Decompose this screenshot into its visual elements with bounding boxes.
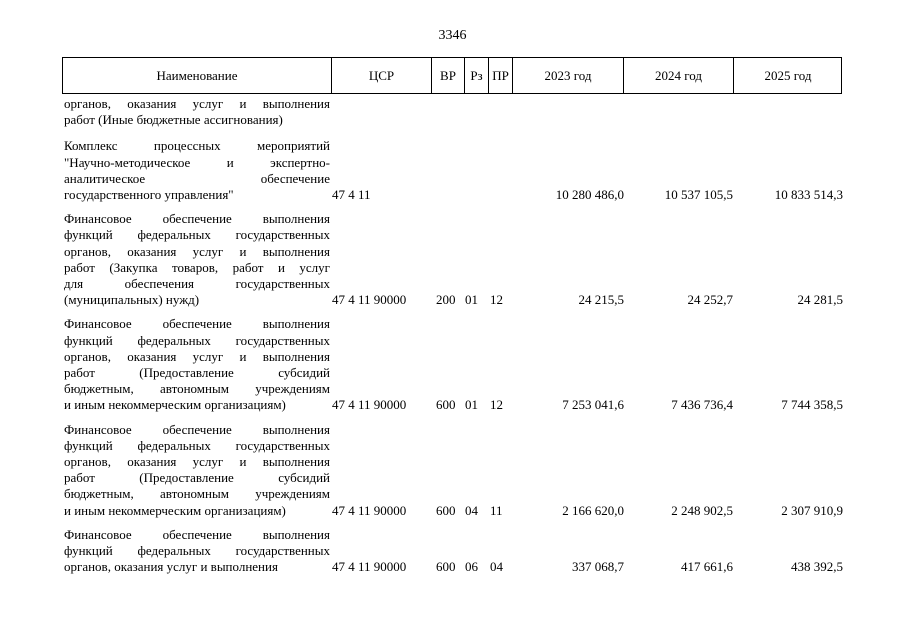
row-name-line: бюджетным, автономным учреждениям (64, 486, 330, 502)
row-vr: 600 (436, 559, 456, 575)
row-csr: 47 4 11 (332, 186, 371, 202)
row-name (64, 138, 330, 203)
table-row (0, 211, 905, 308)
row-vr: 600 (436, 502, 456, 518)
header-pr: ПР (489, 58, 513, 93)
row-name (64, 316, 330, 413)
row-name-line: бюджетным, автономным учреждениям (64, 381, 330, 397)
row-name-line: органов, оказания услуг и выполнения (64, 96, 330, 111)
row-value-2024: 2 248 902,5 (671, 502, 733, 518)
row-csr: 47 4 11 90000 (332, 559, 407, 575)
row-value-2023: 2 166 620,0 (562, 502, 624, 518)
row-value-2025: 24 281,5 (797, 292, 843, 308)
table-row (0, 138, 905, 203)
row-name-line: органов, оказания услуг и выполнения (64, 453, 330, 469)
row-vr: 200 (436, 292, 456, 308)
row-value-2024: 24 252,7 (687, 292, 733, 308)
row-csr: 47 4 11 90000 (332, 292, 407, 308)
row-name (64, 211, 330, 308)
header-year-2023: 2023 год (513, 58, 624, 93)
row-name (64, 96, 330, 128)
row-name-line: государственного управления" (64, 187, 234, 202)
row-name-line: (муниципальных) нужд) (64, 292, 200, 308)
header-year-2024: 2024 год (624, 58, 734, 93)
row-name-line: Финансовое обеспечение выполнения (64, 211, 330, 227)
header-year-2025: 2025 год (764, 68, 812, 83)
row-value-2025: 2 307 910,9 (781, 502, 843, 518)
header-name: Наименование (63, 58, 332, 93)
row-name-line: и иным некоммерческим организациям) (64, 397, 286, 413)
row-name-line: Финансовое обеспечение выполнения (64, 316, 330, 332)
row-pr: 11 (490, 502, 503, 518)
row-rz: 06 (465, 559, 478, 575)
row-name-line: Комплекс процессных мероприятий (64, 138, 330, 154)
row-value-2023: 337 068,7 (572, 559, 624, 575)
table-row (0, 527, 905, 576)
row-name-line: для обеспечения государственных (64, 276, 330, 291)
row-name-line: функций федеральных государственных (64, 542, 330, 558)
row-name-line: органов, оказания услуг и выполнения (64, 559, 278, 575)
row-rz: 01 (465, 292, 478, 308)
row-value-2024: 10 537 105,5 (664, 186, 733, 202)
row-name (64, 422, 330, 519)
row-value-2023: 24 215,5 (578, 292, 624, 308)
row-value-2025: 438 392,5 (791, 559, 843, 575)
row-name (64, 527, 330, 576)
row-csr: 47 4 11 90000 (332, 502, 407, 518)
row-name-line: работ (Предоставление субсидий (64, 364, 330, 380)
page-number: 3346 (438, 28, 467, 43)
row-pr: 04 (490, 559, 503, 575)
table-body (0, 96, 905, 575)
row-value-2024: 7 436 736,4 (671, 397, 733, 413)
row-name-line: Финансовое обеспечение выполнения (64, 421, 330, 437)
row-value-2023: 7 253 041,6 (562, 397, 624, 413)
row-name-line: функций федеральных государственных (64, 227, 330, 243)
row-rz: 01 (465, 397, 478, 413)
table-row (0, 422, 905, 519)
row-name-line: работ (Предоставление субсидий (64, 470, 330, 486)
row-name-line: органов, оказания услуг и выполнения (64, 243, 330, 259)
row-value-2023: 10 280 486,0 (555, 186, 624, 202)
row-value-2024: 417 661,6 (681, 559, 733, 575)
table-row (0, 96, 905, 128)
table-row (0, 316, 905, 413)
table-header (62, 57, 842, 94)
row-pr: 12 (490, 397, 503, 413)
row-name-line: функций федеральных государственных (64, 437, 330, 453)
row-name-line: функций федеральных государственных (64, 332, 330, 348)
row-vr: 600 (436, 397, 456, 413)
row-name-line: работ (Иные бюджетные ассигнования) (64, 112, 283, 128)
row-name-line: органов, оказания услуг и выполнения (64, 348, 330, 364)
row-name-line: и иным некоммерческим организациям) (64, 502, 286, 518)
row-csr: 47 4 11 90000 (332, 397, 407, 413)
row-name-line: работ (Закупка товаров, работ и услуг (64, 259, 330, 275)
row-pr: 12 (490, 292, 503, 308)
row-name-line: аналитическое обеспечение (64, 170, 330, 186)
row-value-2025: 7 744 358,5 (781, 397, 843, 413)
row-value-2025: 10 833 514,3 (774, 186, 843, 202)
header-rz: Рз (465, 58, 489, 93)
header-vr: ВР (432, 58, 465, 93)
row-name-line: "Научно-методическое и экспертно- (64, 154, 330, 170)
row-rz: 04 (465, 502, 478, 518)
header-csr: ЦСР (332, 58, 432, 93)
row-name-line: Финансовое обеспечение выполнения (64, 526, 330, 542)
